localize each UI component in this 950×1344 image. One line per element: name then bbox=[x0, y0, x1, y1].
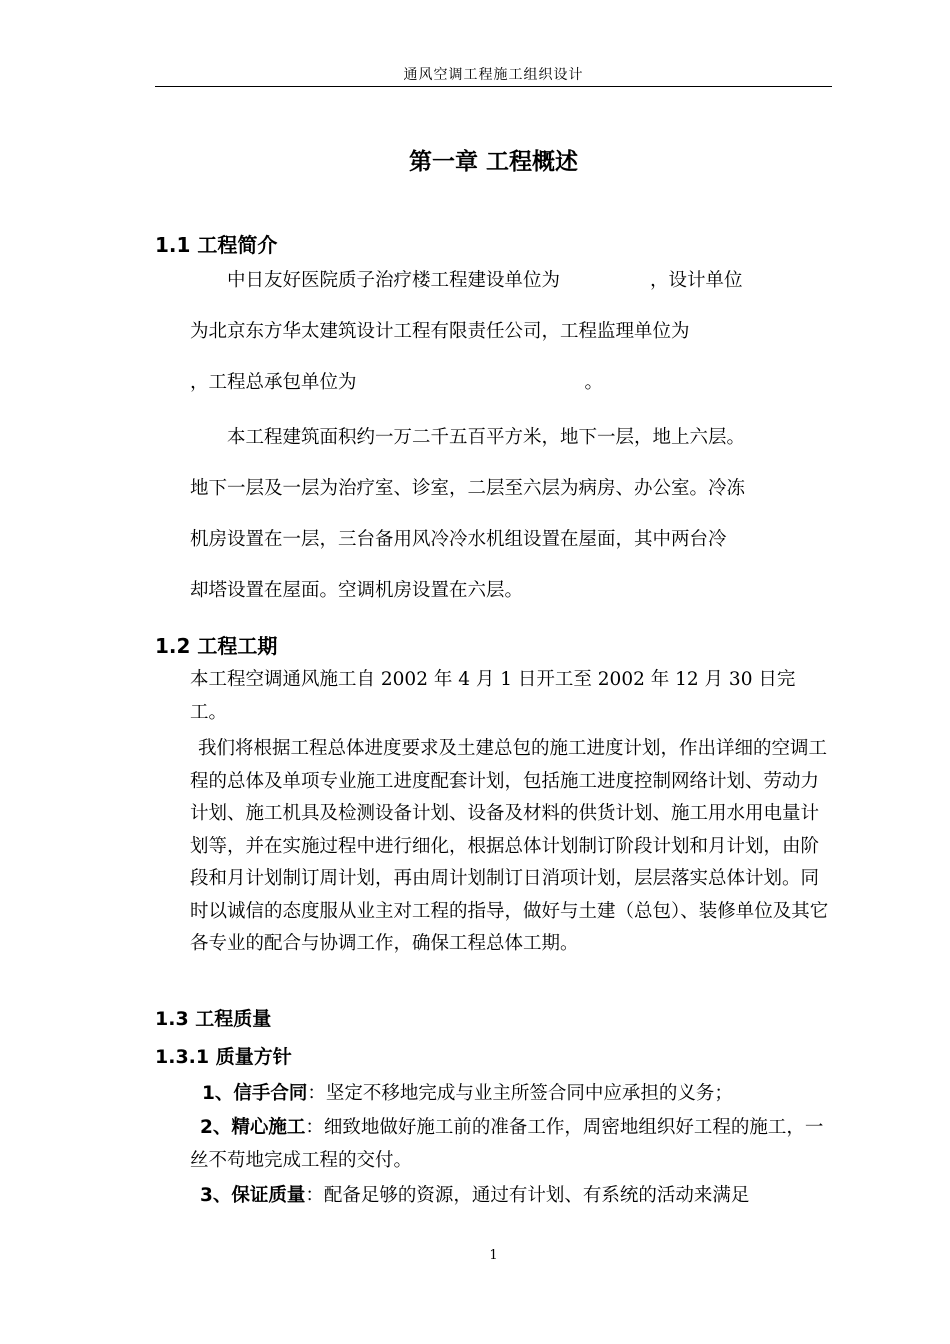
para-1-1-2a: 本工程建筑面积约一万二千五百平方米，地下一层，地上六层。 bbox=[227, 427, 746, 448]
quality-item-3 bbox=[190, 1180, 832, 1213]
para-1-1-c: 为北京东方华太建筑设计工程有限责任公司，工程监理单位为 bbox=[190, 321, 690, 342]
header-rule bbox=[155, 86, 832, 87]
para-1-1-d-line bbox=[190, 357, 832, 408]
para-1-1-2d: 却塔设置在屋面。空调机房设置在六层。 bbox=[190, 580, 524, 601]
para-1-1-2c: 机房设置在一层，三台备用风冷冷水机组设置在屋面，其中两台冷 bbox=[190, 529, 727, 550]
quality-item-3-label: 3、保证质量 bbox=[200, 1185, 306, 1206]
section-heading-1-3: 1.3 工程质量 bbox=[155, 1008, 272, 1030]
page-header-title: 通风空调工程施工组织设计 bbox=[403, 67, 584, 83]
quality-item-2 bbox=[190, 1112, 832, 1177]
para-1-1-2b: 地下一层及一层为治疗室、诊室，二层至六层为病房、办公室。冷冻 bbox=[190, 478, 746, 499]
para-1-1-a: 中日友好医院质子治疗楼工程建设单位为 bbox=[227, 270, 561, 291]
para-1-1-d: ，工程总承包单位为 bbox=[190, 372, 357, 393]
quality-item-2-text: ：细致地做好施工前的准备工作，周密地组织好工程的施工，一丝不苟地完成工程的交付。 bbox=[190, 1117, 824, 1171]
quality-item-3-text: ：配备足够的资源，通过有计划、有系统的活动来满足 bbox=[305, 1185, 750, 1206]
quality-item-1 bbox=[190, 1078, 832, 1111]
section-1-2-paragraph-2: 我们将根据工程总体进度要求及土建总包的施工进度计划，作出详细的空调工程的总体及单项专业施工进度配套计划，包括施工进度控制网络计划、劳动力计划、施工机具及检测设备计划、设备及材料的供货计划、施工用水用电量计划等，并在实施过程中进行细化，根据总体计划制订阶段计划和月计划，由阶段和月计划制订周计划，再由周计划制订日消项计划，层层落实总体计划。同时以诚信的态度服从业主对工程的指导，做好与土建（总包）、装修单位及其它各专业的配合与协调工作，确保工程总体工期。 bbox=[190, 738, 829, 954]
para-1-1-e: 。 bbox=[584, 372, 604, 393]
section-1-2-paragraph-1: 本工程空调通风施工自 2002 年 4 月 1 日开工至 2002 年 12 月 30 日完工。 bbox=[190, 669, 796, 723]
para-1-1-b: ，设计单位 bbox=[650, 270, 743, 291]
quality-item-2-label: 2、精心施工 bbox=[200, 1117, 306, 1138]
quality-item-1-text: ：坚定不移地完成与业主所签合同中应承担的义务； bbox=[307, 1083, 733, 1104]
page-number: 1 bbox=[489, 1248, 498, 1263]
subsection-heading-1-3-1: 1.3.1 质量方针 bbox=[155, 1046, 292, 1068]
chapter-title: 第一章 工程概述 bbox=[408, 149, 578, 175]
section-heading-1-2: 1.2 工程工期 bbox=[155, 634, 278, 658]
section-heading-1-1: 1.1 工程简介 bbox=[155, 233, 278, 257]
section-1-1-paragraph-1 bbox=[190, 255, 832, 306]
quality-item-1-label: 1、信手合同 bbox=[202, 1083, 308, 1104]
